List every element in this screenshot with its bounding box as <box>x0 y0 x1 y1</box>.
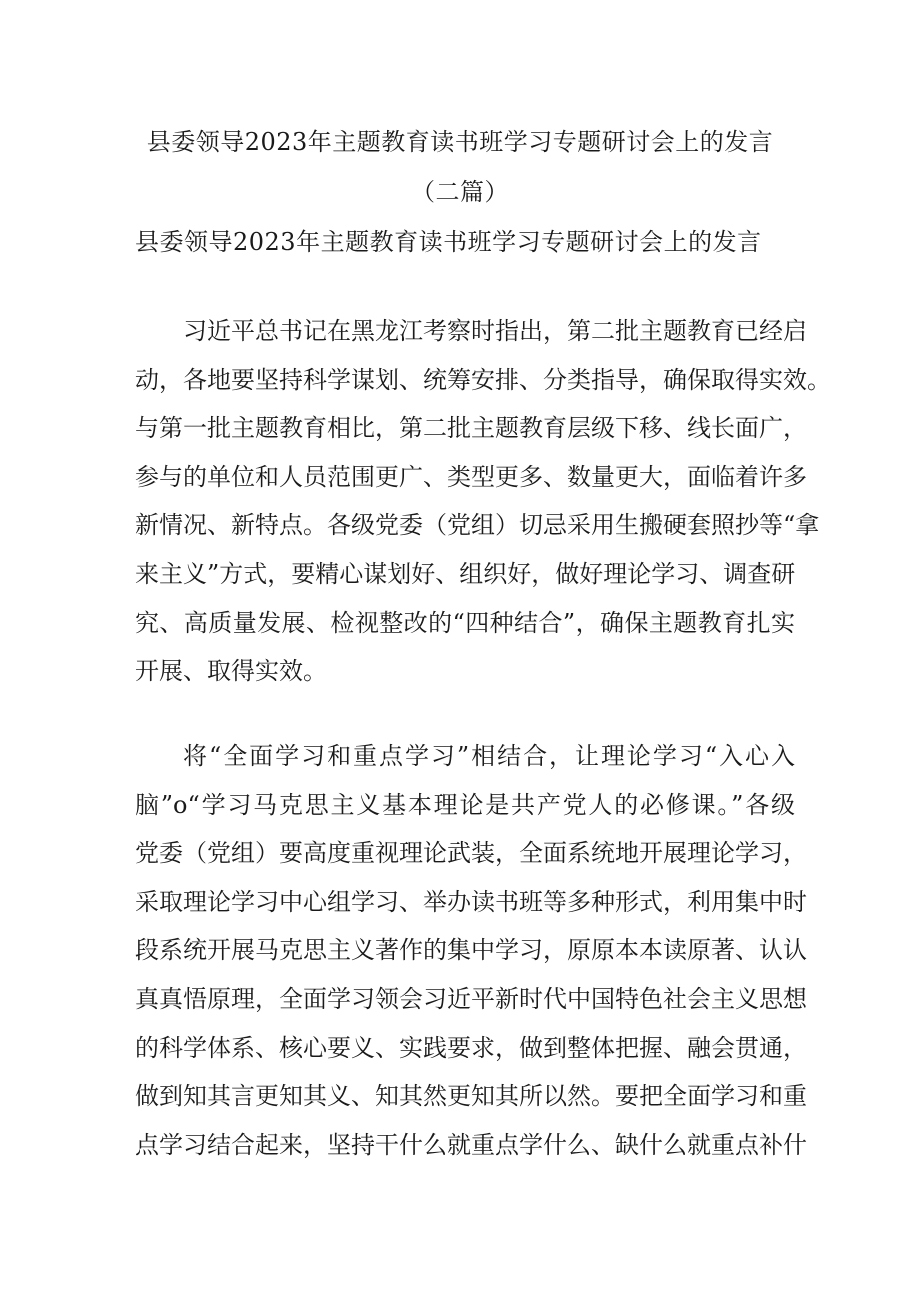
paragraph-line: 来主义”方式，要精心谋划好、组织好，做好理论学习、调查研 <box>135 559 796 588</box>
paragraph-line: 与第一批主题教育相比，第二批主题教育层级下移、线长面广， <box>135 414 807 443</box>
paragraph-line: 究、高质量发展、检视整改的“四种结合”，确保主题教育扎实 <box>135 608 795 637</box>
document-title: 县委领导2023年主题教育读书班学习专题研讨会上的发言 <box>146 128 774 156</box>
paragraph-line: 将“全面学习和重点学习”相结合，让理论学习“入心入 <box>183 742 795 770</box>
section-heading: 县委领导2023年主题教育读书班学习专题研讨会上的发言 <box>135 228 762 256</box>
paragraph-line: 做到知其言更知其义、知其然更知其所以然。要把全面学习和重 <box>135 1082 807 1111</box>
paragraph-1 <box>135 307 831 696</box>
paragraph-line: 动，各地要坚持科学谋划、统筹安排、分类指导，确保取得实效。 <box>135 365 831 394</box>
paragraph-line: 开展、取得实效。 <box>135 657 327 686</box>
paragraph-line: 真真悟原理，全面学习领会习近平新时代中国特色社会主义思想 <box>135 984 807 1013</box>
paragraph-line: 新情况、新特点。各级党委（党组）切忌采用生搬硬套照抄等“拿 <box>135 511 820 540</box>
paragraph-line: 党委（党组）要高度重视理论武装，全面系统地开展理论学习， <box>135 839 807 868</box>
paragraph-line: 的科学体系、核心要义、实践要求，做到整体把握、融会贯通， <box>135 1033 807 1062</box>
paragraph-line: 脑”o“学习马克思主义基本理论是共产党人的必修课。”各级 <box>135 790 795 819</box>
paragraph-line: 段系统开展马克思主义著作的集中学习，原原本本读原著、认认 <box>135 936 807 965</box>
paragraph-line: 采取理论学习中心组学习、举办读书班等多种形式，利用集中时 <box>135 887 807 916</box>
paragraph-line: 习近平总书记在黑龙江考察时指出，第二批主题教育已经启 <box>183 317 807 345</box>
paragraph-line: 参与的单位和人员范围更广、类型更多、数量更大，面临着许多 <box>135 462 807 491</box>
document-subtitle: （二篇） <box>411 178 509 206</box>
paragraph-line: 点学习结合起来，坚持干什么就重点学什么、缺什么就重点补什 <box>135 1130 807 1159</box>
paragraph-2 <box>135 732 807 1169</box>
